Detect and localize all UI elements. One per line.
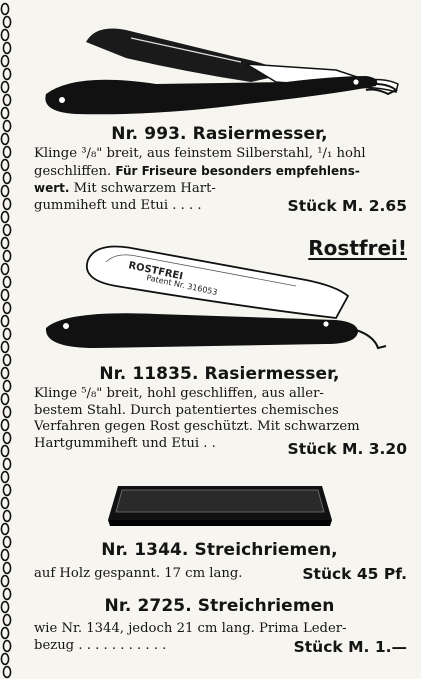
desc-line	[34, 180, 408, 198]
product-2725-title: Nr. 2725. Streichriemen	[104, 596, 335, 616]
desc-text: geschliffen.	[34, 163, 112, 179]
chain-link	[3, 615, 10, 626]
chain-link	[3, 355, 10, 366]
chain-link	[1, 290, 8, 301]
chain-link	[1, 654, 8, 665]
chain-link	[1, 4, 8, 15]
chain-link	[1, 82, 8, 93]
chain-link	[1, 212, 8, 223]
chain-link	[1, 576, 8, 587]
chain-link	[1, 446, 8, 457]
chain-link	[3, 537, 10, 548]
product-993-title: Nr. 993. Rasiermesser,	[111, 124, 328, 144]
desc-line: Verfahren gegen Rost geschützt. Mit schwarzem	[34, 419, 360, 434]
chain-link	[1, 160, 8, 171]
chain-link	[3, 667, 10, 678]
chain-link	[3, 485, 10, 496]
desc-line	[34, 163, 408, 181]
chain-link	[1, 550, 8, 561]
chain-link	[1, 602, 8, 613]
desc-emphasis: wert.	[34, 181, 70, 195]
chain-link	[3, 147, 10, 158]
strop-illustration	[104, 482, 336, 530]
chain-link	[3, 407, 10, 418]
chain-link	[1, 134, 8, 145]
desc-line: gummiheft und Etui . . . .	[34, 197, 202, 213]
chain-link	[1, 316, 8, 327]
chain-link	[1, 472, 8, 483]
chain-link	[3, 43, 10, 54]
product-993-price: Stück M. 2.65	[287, 197, 407, 215]
blade-engraving-rostfrei: ROSTFREI	[127, 260, 184, 283]
chain-link	[3, 563, 10, 574]
desc-line: Hartgummiheft und Etui . .	[34, 435, 216, 451]
chain-link	[3, 433, 10, 444]
chain-link	[1, 108, 8, 119]
product-11835-title: Nr. 11835. Rasiermesser,	[99, 364, 340, 384]
razor-11835-illustration	[36, 240, 402, 360]
chain-link	[1, 342, 8, 353]
product-1344-title: Nr. 1344. Streichriemen,	[101, 540, 338, 560]
chain-link	[3, 95, 10, 106]
chain-link	[3, 641, 10, 652]
chain-link	[3, 511, 10, 522]
chain-link	[1, 628, 8, 639]
chain-link	[3, 589, 10, 600]
chain-link	[1, 264, 8, 275]
chain-link	[3, 381, 10, 392]
chain-link	[3, 329, 10, 340]
product-1344-price: Stück 45 Pf.	[302, 565, 407, 583]
chain-link	[3, 277, 10, 288]
chain-link	[1, 420, 8, 431]
desc-line: Klinge ⁵/₈" breit, hohl geschliffen, aus aller-	[34, 386, 324, 401]
chain-link	[3, 225, 10, 236]
desc-line: auf Holz gespannt. 17 cm lang.	[34, 566, 243, 581]
chain-link	[1, 186, 8, 197]
desc-emphasis: Für Friseure besonders empfehlens-	[115, 163, 360, 178]
desc-text: Mit schwarzem Hart-	[73, 181, 216, 196]
chain-link	[3, 459, 10, 470]
chain-link	[3, 121, 10, 132]
chain-border-ornament	[0, 0, 16, 679]
chain-link	[3, 251, 10, 262]
desc-line: bezug . . . . . . . . . . .	[34, 637, 167, 653]
desc-line: bestem Stahl. Durch patentiertes chemisches	[34, 402, 339, 418]
chain-link	[1, 394, 8, 405]
chain-link	[1, 56, 8, 67]
blade-engraving-patent: Patent Nr. 316053	[145, 273, 219, 297]
chain-link	[1, 368, 8, 379]
rostfrei-tag: Rostfrei!	[308, 236, 407, 260]
product-2725-price: Stück M. 1.—	[293, 638, 407, 656]
desc-line: wie Nr. 1344, jedoch 21 cm lang. Prima Leder-	[34, 621, 347, 636]
chain-link	[1, 238, 8, 249]
product-11835-price: Stück M. 3.20	[287, 440, 407, 458]
chain-link	[3, 173, 10, 184]
chain-link	[3, 17, 10, 28]
chain-link	[1, 498, 8, 509]
chain-link	[3, 199, 10, 210]
razor-993-illustration	[36, 12, 402, 122]
desc-line: Klinge ³/₈" breit, aus feinstem Silberstahl, ¹/₁ hohl	[34, 146, 366, 161]
chain-link	[3, 303, 10, 314]
chain-link	[1, 524, 8, 535]
chain-link	[1, 30, 8, 41]
chain-link	[3, 69, 10, 80]
